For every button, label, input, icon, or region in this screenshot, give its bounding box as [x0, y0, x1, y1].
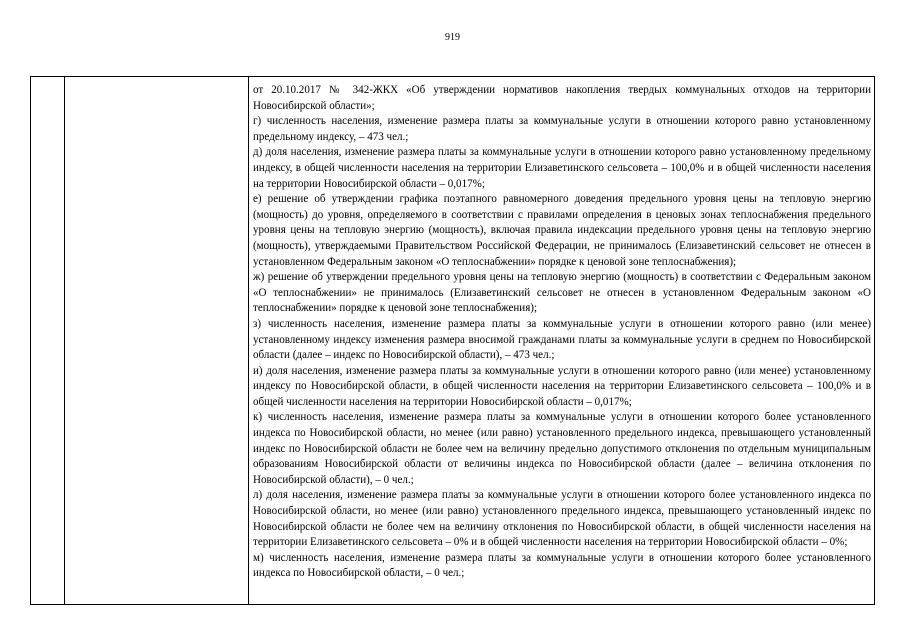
- paragraph-g: г) численность населения, изменение размера платы за коммунальные услуги в отношении которого равно установленному предельному индексу, – 473 чел.;: [253, 115, 871, 143]
- table-row: [31, 77, 875, 605]
- paragraph-z: з) численность населения, изменение размера платы за коммунальные услуги в отношении которого равно (или менее) установленному индексу изменения размера вносимой гражданами платы за коммунальные услуги в среднем по Новосибирской области (далее – индекс по Новосибирской области), – 473 чел.;: [253, 317, 871, 362]
- page-number: 919: [445, 32, 460, 43]
- paragraph-e: е) решение об утверждении графика поэтапного равномерного доведения предельного уровня цены на тепловую энергию (мощность) до уровня, определяемого в соответствии с правилами определения в ценовых зонах теплоснабжения предельного уровня цены на тепловую энергию (мощность), включая правила индексации предельного уровня цены на тепловую энергию (мощность), утверждаемыми Правительством Российской Федерации, не принималось (Елизаветинский сельсовет не отнесен в установленном Федеральным законом «О теплоснабжении» порядке к ценовой зоне теплоснабжения);: [253, 193, 871, 268]
- document-table: [30, 76, 875, 605]
- empty-number-cell: [31, 77, 65, 605]
- paragraph-m: м) численность населения, изменение размера платы за коммунальные услуги в отношении которого более установленного индекса по Новосибирской области, – 0 чел.;: [253, 551, 871, 580]
- paragraph-normative-ref: от 20.10.2017 № 342-ЖКХ «Об утверждении нормативов накопления твердых коммунальных отходов на территории Новосибирской области»;: [253, 84, 871, 112]
- paragraph-k: к) численность населения, изменение размера платы за коммунальные услуги в отношении которого более установленного индекса по Новосибирской области, но менее (или равно) установленного предельного индекса, превышающего установленный индекс по Новосибирской области не более чем на величину предельно допустимого отклонения по отдельным муниципальным образованиям Новосибирской области от величины индекса по Новосибирской области (далее – величина отклонения по Новосибирской области), – 0 чел.;: [253, 411, 871, 486]
- paragraph-d: д) доля населения, изменение размера платы за коммунальные услуги в отношении которого равно установленному предельному индексу, в общей численности населения на территории Елизаветинского сельсовета – 100,0% и в общей численности населения на территории Новосибирской области – 0,017%;: [253, 146, 871, 190]
- content-cell: [249, 77, 875, 605]
- paragraph-i: и) доля населения, изменение размера платы за коммунальные услуги в отношении которого равно (или менее) установленному индексу по Новосибирской области, в общей численности населения на территории Елизаветинского сельсовета – 100,0% и в общей численности населения на территории Новосибирской области – 0,017%;: [253, 364, 871, 408]
- paragraph-zh: ж) решение об утверждении предельного уровня цены на тепловую энергию (мощность) в соответствии с Федеральным законом «О теплоснабжении» не принималось (Елизаветинский сельсовет не отнесен в установленном Федеральным законом «О теплоснабжении» порядке к ценовой зоне теплоснабжения);: [253, 271, 871, 315]
- paragraph-l: л) доля населения, изменение размера платы за коммунальные услуги в отношении которого более установленного индекса по Новосибирской области, но менее (или равно) установленного предельного индекса, превышающего установленный индекс по Новосибирской области не более чем на величину отклонения по Новосибирской области, в общей численности населения на территории Елизаветинского сельсовета – 0% и в общей численности населения на территории Новосибирской области – 0%;: [253, 489, 871, 549]
- empty-name-cell: [65, 77, 249, 605]
